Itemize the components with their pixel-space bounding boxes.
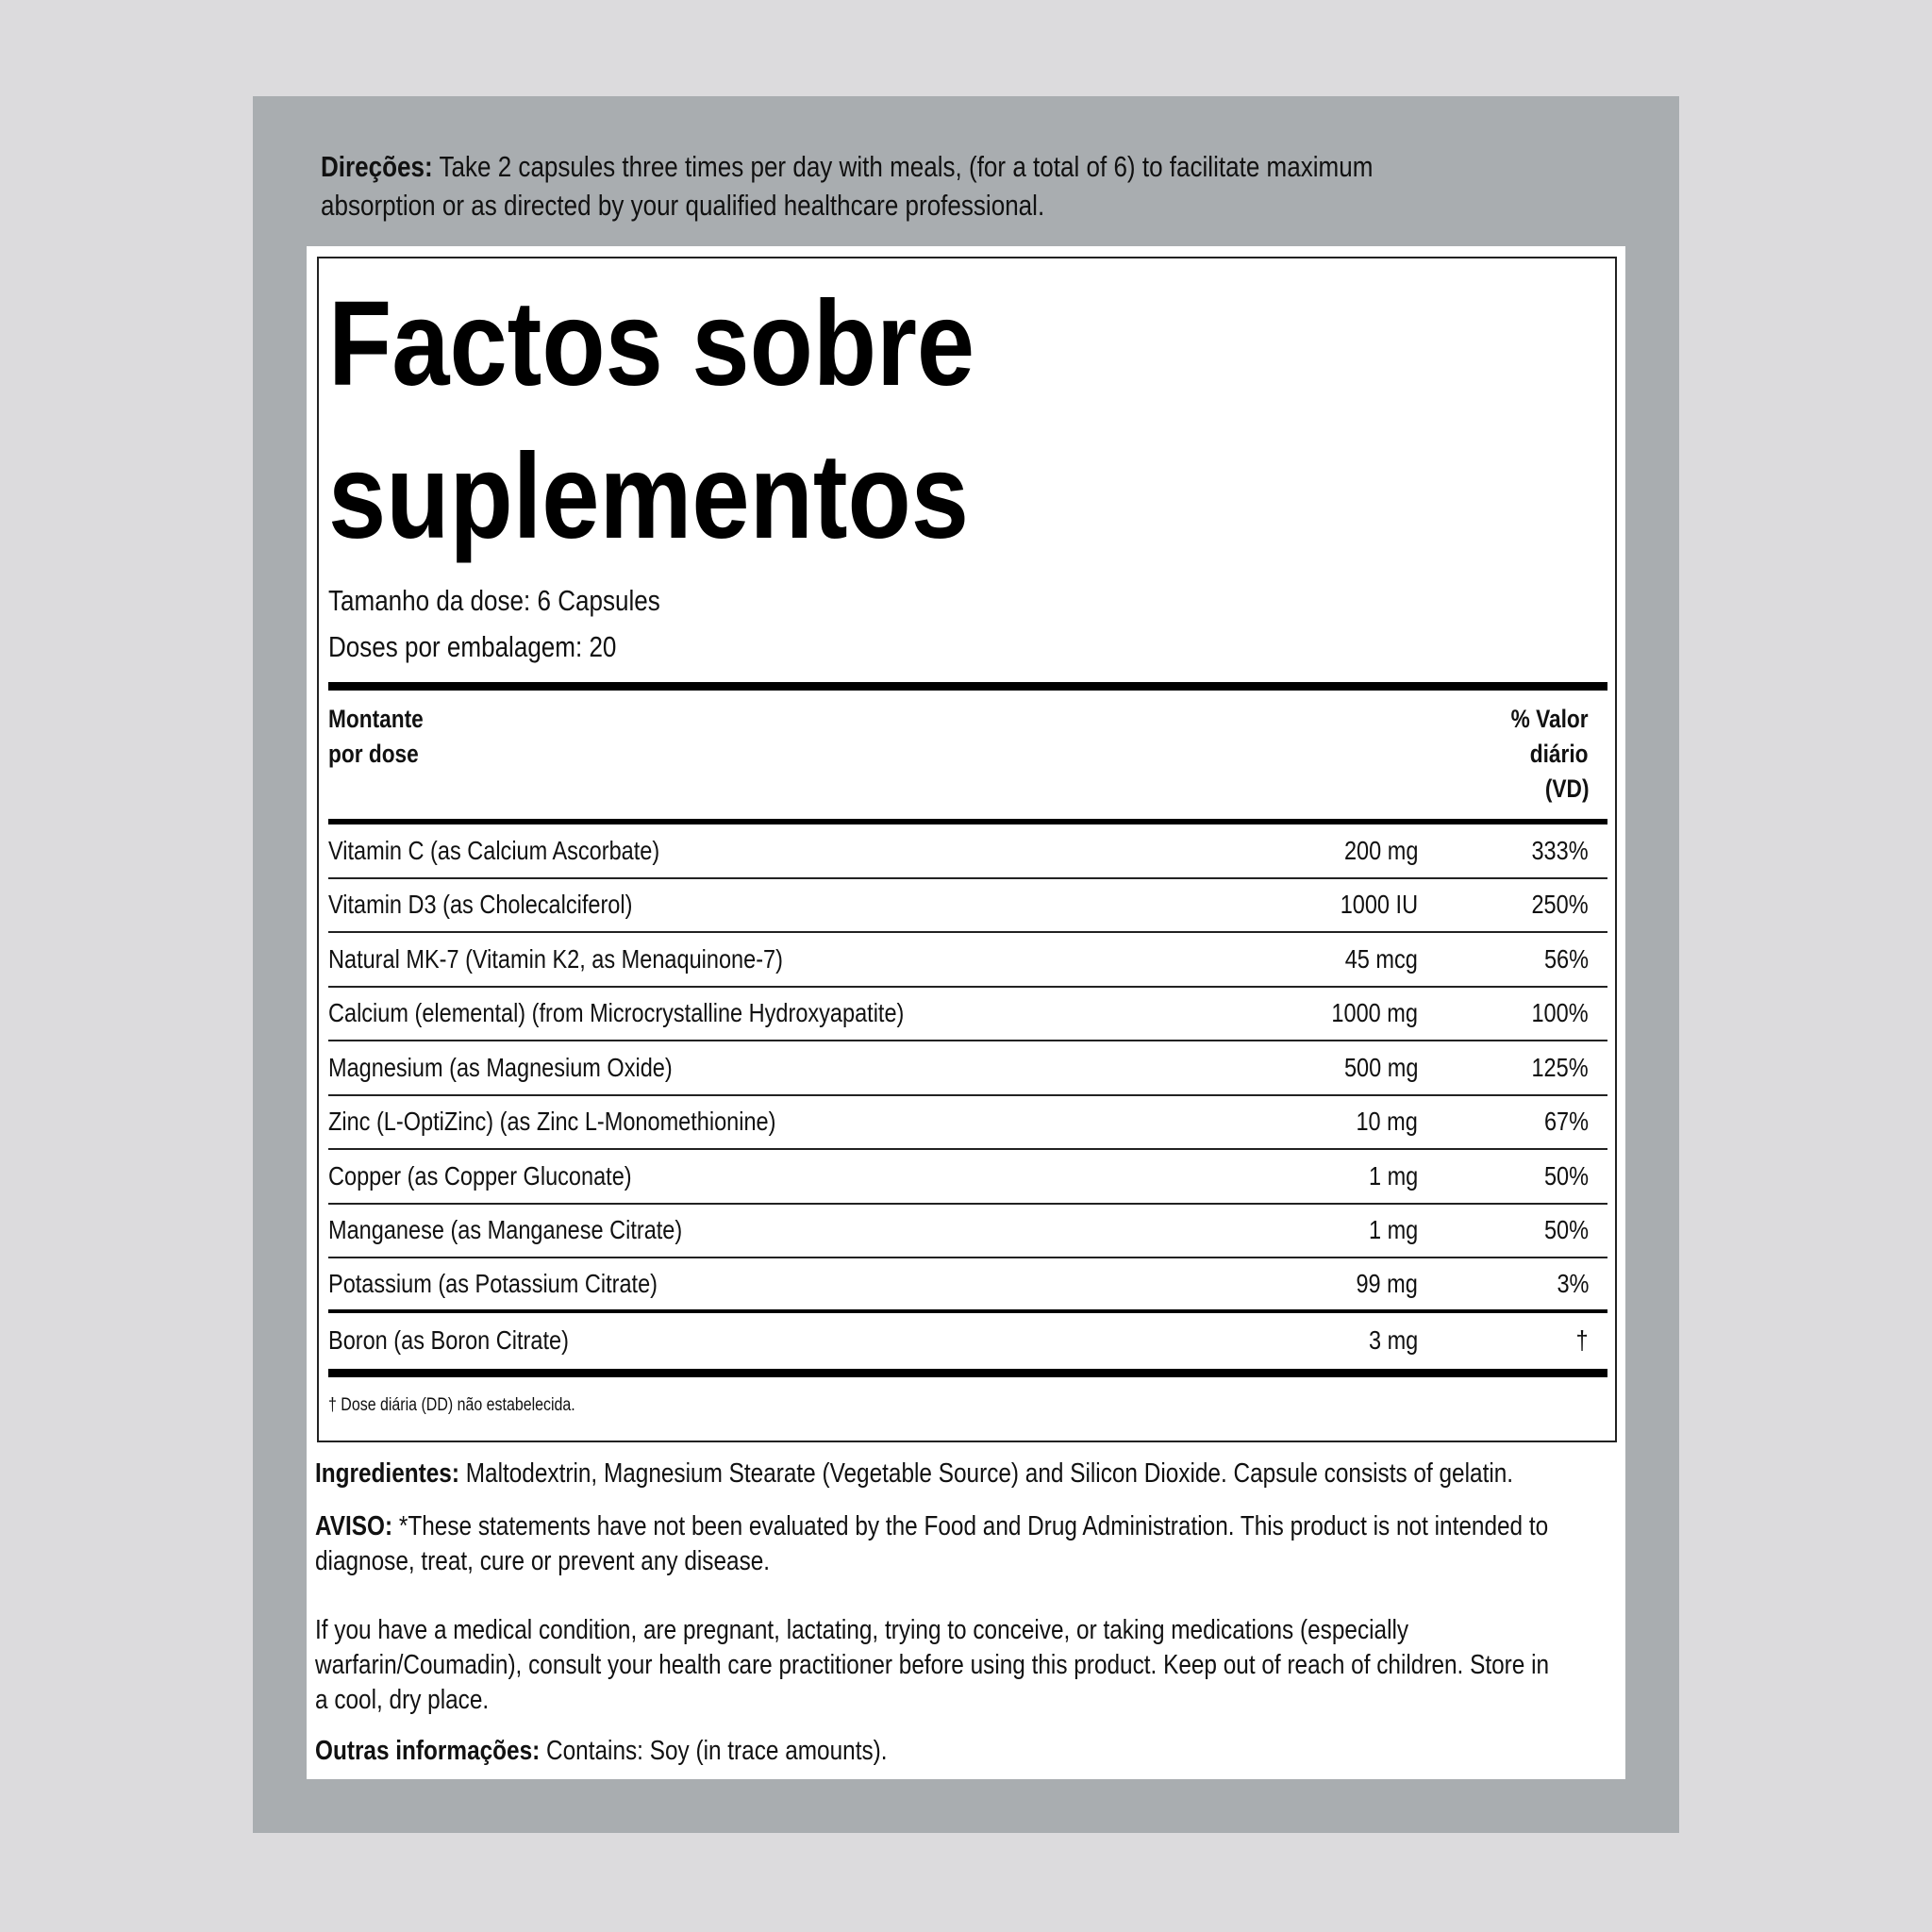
- facts-title: [328, 268, 1607, 574]
- caution-line: warfarin/Coumadin), consult your health care practitioner before using this product. Keep out of reach of children. Store in: [315, 1650, 1550, 1680]
- nutrient-name-text: Zinc (L-OptiZinc) (as Zinc L-Monomethionine): [328, 1107, 776, 1137]
- warning: [315, 1509, 1783, 1579]
- nutrient-amount: [1191, 836, 1418, 866]
- directions-line: absorption or as directed by your qualified healthcare professional.: [321, 189, 1045, 222]
- ingredients: [315, 1457, 1741, 1491]
- nutrient-daily-value: [1418, 1269, 1607, 1299]
- nutrient-name: [328, 1161, 1191, 1191]
- nutrient-name-text: Natural MK-7 (Vitamin K2, as Menaquinone-7): [328, 943, 783, 974]
- nutrient-name: [328, 998, 1191, 1028]
- nutrient-daily-value: [1418, 1053, 1607, 1083]
- nutrient-name-text: Potassium (as Potassium Citrate): [328, 1268, 658, 1298]
- nutrient-name-text: Vitamin D3 (as Cholecalciferol): [328, 890, 633, 920]
- serving-info: [328, 577, 1607, 670]
- ingredients-text: Maltodextrin, Magnesium Stearate (Vegetable Source) and Silicon Dioxide. Capsule consists of gelatin.: [465, 1458, 1514, 1489]
- header-text: Montante: [328, 705, 424, 733]
- nutrient-row: [328, 879, 1607, 934]
- nutrient-name-text: Manganese (as Manganese Citrate): [328, 1215, 683, 1245]
- nutrient-amount: [1191, 1269, 1418, 1299]
- nutrient-amount-text: 1 mg: [1368, 1215, 1418, 1245]
- nutrient-name-text: Copper (as Copper Gluconate): [328, 1160, 632, 1191]
- nutrient-amount: [1191, 1215, 1418, 1245]
- nutrient-dv-text: 50%: [1543, 1215, 1589, 1245]
- nutrient-name: [328, 1325, 1191, 1356]
- nutrient-daily-value: [1418, 944, 1607, 974]
- nutrient-name-text: Boron (as Boron Citrate): [328, 1325, 569, 1355]
- nutrient-name-text: Vitamin C (as Calcium Ascorbate): [328, 835, 660, 865]
- nutrient-row: [328, 1313, 1607, 1377]
- nutrient-row: [328, 988, 1607, 1042]
- header-text: por dose: [328, 740, 419, 768]
- nutrient-amount-text: 1 mg: [1368, 1160, 1418, 1191]
- nutrient-amount: [1191, 890, 1418, 920]
- nutrient-name: [328, 1053, 1191, 1083]
- nutrient-amount-text: 500 mg: [1343, 1052, 1418, 1082]
- header-text: % Valor: [1511, 705, 1589, 733]
- warning-line: *These statements have not been evaluated by the Food and Drug Administration. This product is not intended to: [398, 1511, 1549, 1541]
- nutrient-daily-value: [1418, 890, 1607, 920]
- caution: [315, 1613, 1784, 1718]
- nutrient-dv-text: 67%: [1543, 1107, 1589, 1137]
- nutrient-dv-text: 3%: [1557, 1268, 1589, 1298]
- nutrient-name: [328, 1215, 1191, 1245]
- header-text: diário: [1530, 740, 1589, 768]
- nutrient-amount-text: 99 mg: [1356, 1268, 1418, 1298]
- other-info-text: Contains: Soy (in trace amounts).: [546, 1736, 888, 1766]
- directions-label: Direções:: [321, 150, 433, 183]
- nutrient-dv-text: 125%: [1531, 1052, 1589, 1082]
- nutrient-daily-value: [1418, 836, 1607, 866]
- nutrient-name: [328, 890, 1191, 920]
- ingredients-label: Ingredientes:: [315, 1458, 459, 1489]
- nutrient-dv-text: †: [1575, 1325, 1589, 1355]
- thick-divider: [328, 682, 1607, 691]
- other-info-label: Outras informações:: [315, 1736, 541, 1766]
- warning-label: AVISO:: [315, 1511, 393, 1541]
- table-header: [328, 702, 1607, 807]
- amount-per-serving-header: [328, 702, 441, 807]
- nutrient-amount: [1191, 1325, 1418, 1356]
- nutrient-dv-text: 333%: [1531, 835, 1589, 865]
- header-text: (VD): [1544, 774, 1589, 803]
- directions-line: Take 2 capsules three times per day with meals, (for a total of 6) to facilitate maximum: [439, 150, 1374, 183]
- nutrient-rows: [328, 824, 1607, 1377]
- servings-per-container: Doses por embalagem: 20: [328, 630, 617, 663]
- nutrient-amount: [1191, 1053, 1418, 1083]
- nutrient-amount-text: 10 mg: [1356, 1107, 1418, 1137]
- title-line: suplementos: [328, 429, 969, 564]
- nutrient-amount: [1191, 1161, 1418, 1191]
- title-line: Factos sobre: [328, 276, 975, 411]
- nutrient-row: [328, 1258, 1607, 1313]
- nutrient-row: [328, 933, 1607, 988]
- nutrient-amount: [1191, 1107, 1418, 1137]
- nutrient-daily-value: [1418, 1325, 1607, 1356]
- nutrient-row: [328, 1041, 1607, 1096]
- footnote: [328, 1395, 1607, 1416]
- nutrient-amount-text: 1000 mg: [1331, 998, 1418, 1028]
- nutrient-daily-value: [1418, 1107, 1607, 1137]
- other-info: [315, 1734, 996, 1769]
- nutrient-amount-text: 200 mg: [1343, 835, 1418, 865]
- nutrient-name-text: Calcium (elemental) (from Microcrystalline Hydroxyapatite): [328, 998, 905, 1028]
- caution-line: a cool, dry place.: [315, 1685, 490, 1715]
- nutrient-name: [328, 944, 1191, 974]
- serving-size: Tamanho da dose: 6 Capsules: [328, 584, 660, 617]
- warning-line: diagnose, treat, cure or prevent any disease.: [315, 1546, 771, 1576]
- nutrient-daily-value: [1418, 1161, 1607, 1191]
- caution-line: If you have a medical condition, are pregnant, lactating, trying to conceive, or taking medications (especially: [315, 1615, 1409, 1645]
- supplement-facts-box: [317, 257, 1617, 1442]
- daily-value-header: [1496, 702, 1607, 807]
- nutrient-name-text: Magnesium (as Magnesium Oxide): [328, 1052, 673, 1082]
- nutrient-dv-text: 100%: [1531, 998, 1589, 1028]
- nutrient-name: [328, 1269, 1191, 1299]
- nutrient-daily-value: [1418, 998, 1607, 1028]
- nutrient-daily-value: [1418, 1215, 1607, 1245]
- nutrient-dv-text: 250%: [1531, 890, 1589, 920]
- nutrient-amount: [1191, 998, 1418, 1028]
- nutrient-amount-text: 1000 IU: [1340, 890, 1418, 920]
- nutrient-row: [328, 1205, 1607, 1259]
- nutrient-amount: [1191, 944, 1418, 974]
- directions: [321, 147, 1574, 225]
- nutrient-amount-text: 3 mg: [1368, 1325, 1418, 1355]
- nutrient-row: [328, 1150, 1607, 1205]
- nutrient-name: [328, 836, 1191, 866]
- nutrient-dv-text: 50%: [1543, 1160, 1589, 1191]
- footnote-text: † Dose diária (DD) não estabelecida.: [328, 1395, 575, 1415]
- nutrient-row: [328, 1096, 1607, 1151]
- nutrient-dv-text: 56%: [1543, 943, 1589, 974]
- nutrient-name: [328, 1107, 1191, 1137]
- nutrient-row: [328, 824, 1607, 879]
- nutrient-amount-text: 45 mcg: [1344, 943, 1418, 974]
